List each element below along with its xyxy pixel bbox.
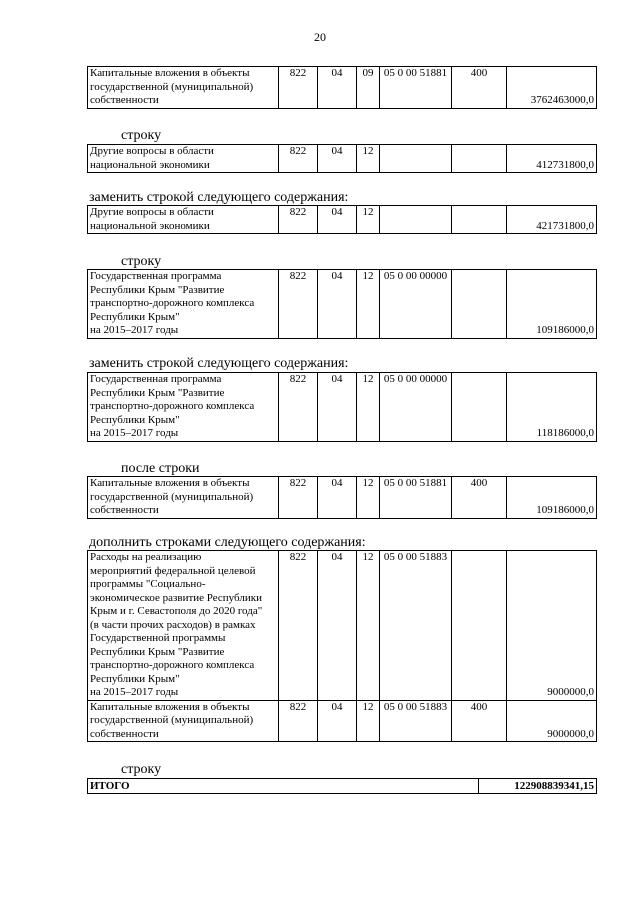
section-cell: 04 <box>318 551 357 701</box>
budget-table <box>87 144 597 173</box>
name-line: транспортно-дорожного комплекса <box>90 659 255 671</box>
target-cell: 05 0 00 51883 <box>380 700 452 742</box>
section-cell: 04 <box>318 270 357 339</box>
name-line: на 2015–2017 годы <box>90 427 179 439</box>
amount-cell: 109186000,0 <box>507 270 597 339</box>
name-line: Республики Крым "Развитие <box>90 386 225 399</box>
name-cell <box>88 373 279 442</box>
budget-table <box>87 372 597 442</box>
budget-table <box>87 550 597 742</box>
subsection-cell: 12 <box>357 145 380 173</box>
name-line: национальной экономики <box>90 158 210 171</box>
budget-table <box>87 476 597 519</box>
table-row <box>88 206 597 234</box>
name-line: национальной экономики <box>90 219 210 232</box>
subsection-cell: 12 <box>357 477 380 519</box>
section-cell: 04 <box>318 206 357 234</box>
name-line: мероприятий федеральной целевой <box>90 564 256 577</box>
code-cell: 822 <box>279 477 318 519</box>
page-number: 20 <box>314 30 326 44</box>
expense-cell: 400 <box>452 477 507 519</box>
expense-cell <box>452 551 507 701</box>
name-line: Республики Крым" <box>90 672 180 685</box>
total-table <box>87 778 597 794</box>
target-cell: 05 0 00 00000 <box>380 373 452 442</box>
section-cell: 04 <box>318 477 357 519</box>
total-intro: строку <box>121 762 162 777</box>
name-line: Капитальные вложения в объекты <box>90 67 250 79</box>
code-cell: 822 <box>279 373 318 442</box>
name-line: государственной (муниципальной) <box>90 714 254 726</box>
table-row <box>88 700 597 742</box>
target-cell: 05 0 00 51881 <box>380 67 452 109</box>
name-line: Республики Крым" <box>90 310 180 323</box>
subsection-cell: 12 <box>357 551 380 701</box>
code-cell: 822 <box>279 206 318 234</box>
name-line: транспортно-дорожного комплекса <box>90 297 255 309</box>
table-row <box>88 477 597 519</box>
name-line: Крым и г. Севастополя до 2020 года" <box>90 605 263 617</box>
amount-cell: 412731800,0 <box>507 145 597 173</box>
name-cell <box>88 700 279 742</box>
expense-cell: 400 <box>452 700 507 742</box>
budget-table <box>87 269 597 339</box>
target-cell: 05 0 00 51883 <box>380 551 452 701</box>
amount-cell: 421731800,0 <box>507 206 597 234</box>
expense-cell <box>452 206 507 234</box>
name-line: Республики Крым "Развитие <box>90 645 225 658</box>
name-cell <box>88 477 279 519</box>
name-line: Капитальные вложения в объекты <box>90 700 250 713</box>
name-line: Государственная программа <box>90 270 222 282</box>
expense-cell: 400 <box>452 67 507 109</box>
section-cell: 04 <box>318 700 357 742</box>
name-line: экономическое развитие Республики <box>90 591 262 604</box>
subsection-cell: 12 <box>357 270 380 339</box>
section-cell: 04 <box>318 373 357 442</box>
name-line: (в части прочих расходов) в рамках <box>90 618 256 631</box>
table-row <box>88 373 597 442</box>
code-cell: 822 <box>279 700 318 742</box>
section-cell: 04 <box>318 67 357 109</box>
name-line: на 2015–2017 годы <box>90 324 179 336</box>
name-line: транспортно-дорожного комплекса <box>90 400 255 412</box>
name-line: Республики Крым" <box>90 413 180 426</box>
name-line: Другие вопросы в области <box>90 145 214 157</box>
table-row <box>88 551 597 701</box>
expense-cell <box>452 145 507 173</box>
table-row <box>88 270 597 339</box>
target-cell: 05 0 00 00000 <box>380 270 452 339</box>
block-intro: после строки <box>121 461 200 476</box>
subsection-cell: 12 <box>357 373 380 442</box>
amount-cell: 118186000,0 <box>507 373 597 442</box>
total-amount: 122908839341,15 <box>479 779 597 794</box>
amount-cell: 3762463000,0 <box>507 67 597 109</box>
name-line: Капитальные вложения в объекты <box>90 477 250 489</box>
target-cell: 05 0 00 51881 <box>380 477 452 519</box>
amount-cell: 9000000,0 <box>507 700 597 742</box>
name-line: Государственная программа <box>90 373 222 385</box>
table-row <box>88 145 597 173</box>
name-line: собственности <box>90 727 159 740</box>
name-cell <box>88 67 279 109</box>
subsection-cell: 12 <box>357 700 380 742</box>
name-cell <box>88 551 279 701</box>
name-line: собственности <box>90 504 159 516</box>
budget-table <box>87 66 597 109</box>
target-cell <box>380 206 452 234</box>
target-cell <box>380 145 452 173</box>
amount-cell: 9000000,0 <box>507 551 597 701</box>
code-cell: 822 <box>279 67 318 109</box>
section-cell: 04 <box>318 145 357 173</box>
name-line: государственной (муниципальной) <box>90 80 254 93</box>
code-cell: 822 <box>279 145 318 173</box>
block-intro: заменить строкой следующего содержания: <box>89 190 349 205</box>
name-line: программы "Социально- <box>90 578 206 590</box>
budget-table <box>87 205 597 234</box>
total-row <box>88 779 597 794</box>
name-cell <box>88 270 279 339</box>
block-intro: строку <box>121 128 162 143</box>
total-label: ИТОГО <box>88 779 479 794</box>
subsection-cell: 12 <box>357 206 380 234</box>
expense-cell <box>452 270 507 339</box>
name-line: собственности <box>90 94 159 106</box>
block-intro: заменить строкой следующего содержания: <box>89 356 349 371</box>
name-line: Другие вопросы в области <box>90 206 214 218</box>
name-line: Расходы на реализацию <box>90 551 202 563</box>
amount-cell: 109186000,0 <box>507 477 597 519</box>
name-line: государственной (муниципальной) <box>90 490 254 503</box>
name-cell <box>88 206 279 234</box>
block-intro: дополнить строками следующего содержания: <box>89 535 366 550</box>
table-row <box>88 67 597 109</box>
block-intro: строку <box>121 254 162 269</box>
name-line: Республики Крым "Развитие <box>90 283 225 296</box>
code-cell: 822 <box>279 270 318 339</box>
expense-cell <box>452 373 507 442</box>
name-cell <box>88 145 279 173</box>
name-line: Государственной программы <box>90 632 226 644</box>
name-line: на 2015–2017 годы <box>90 686 179 698</box>
subsection-cell: 09 <box>357 67 380 109</box>
code-cell: 822 <box>279 551 318 701</box>
